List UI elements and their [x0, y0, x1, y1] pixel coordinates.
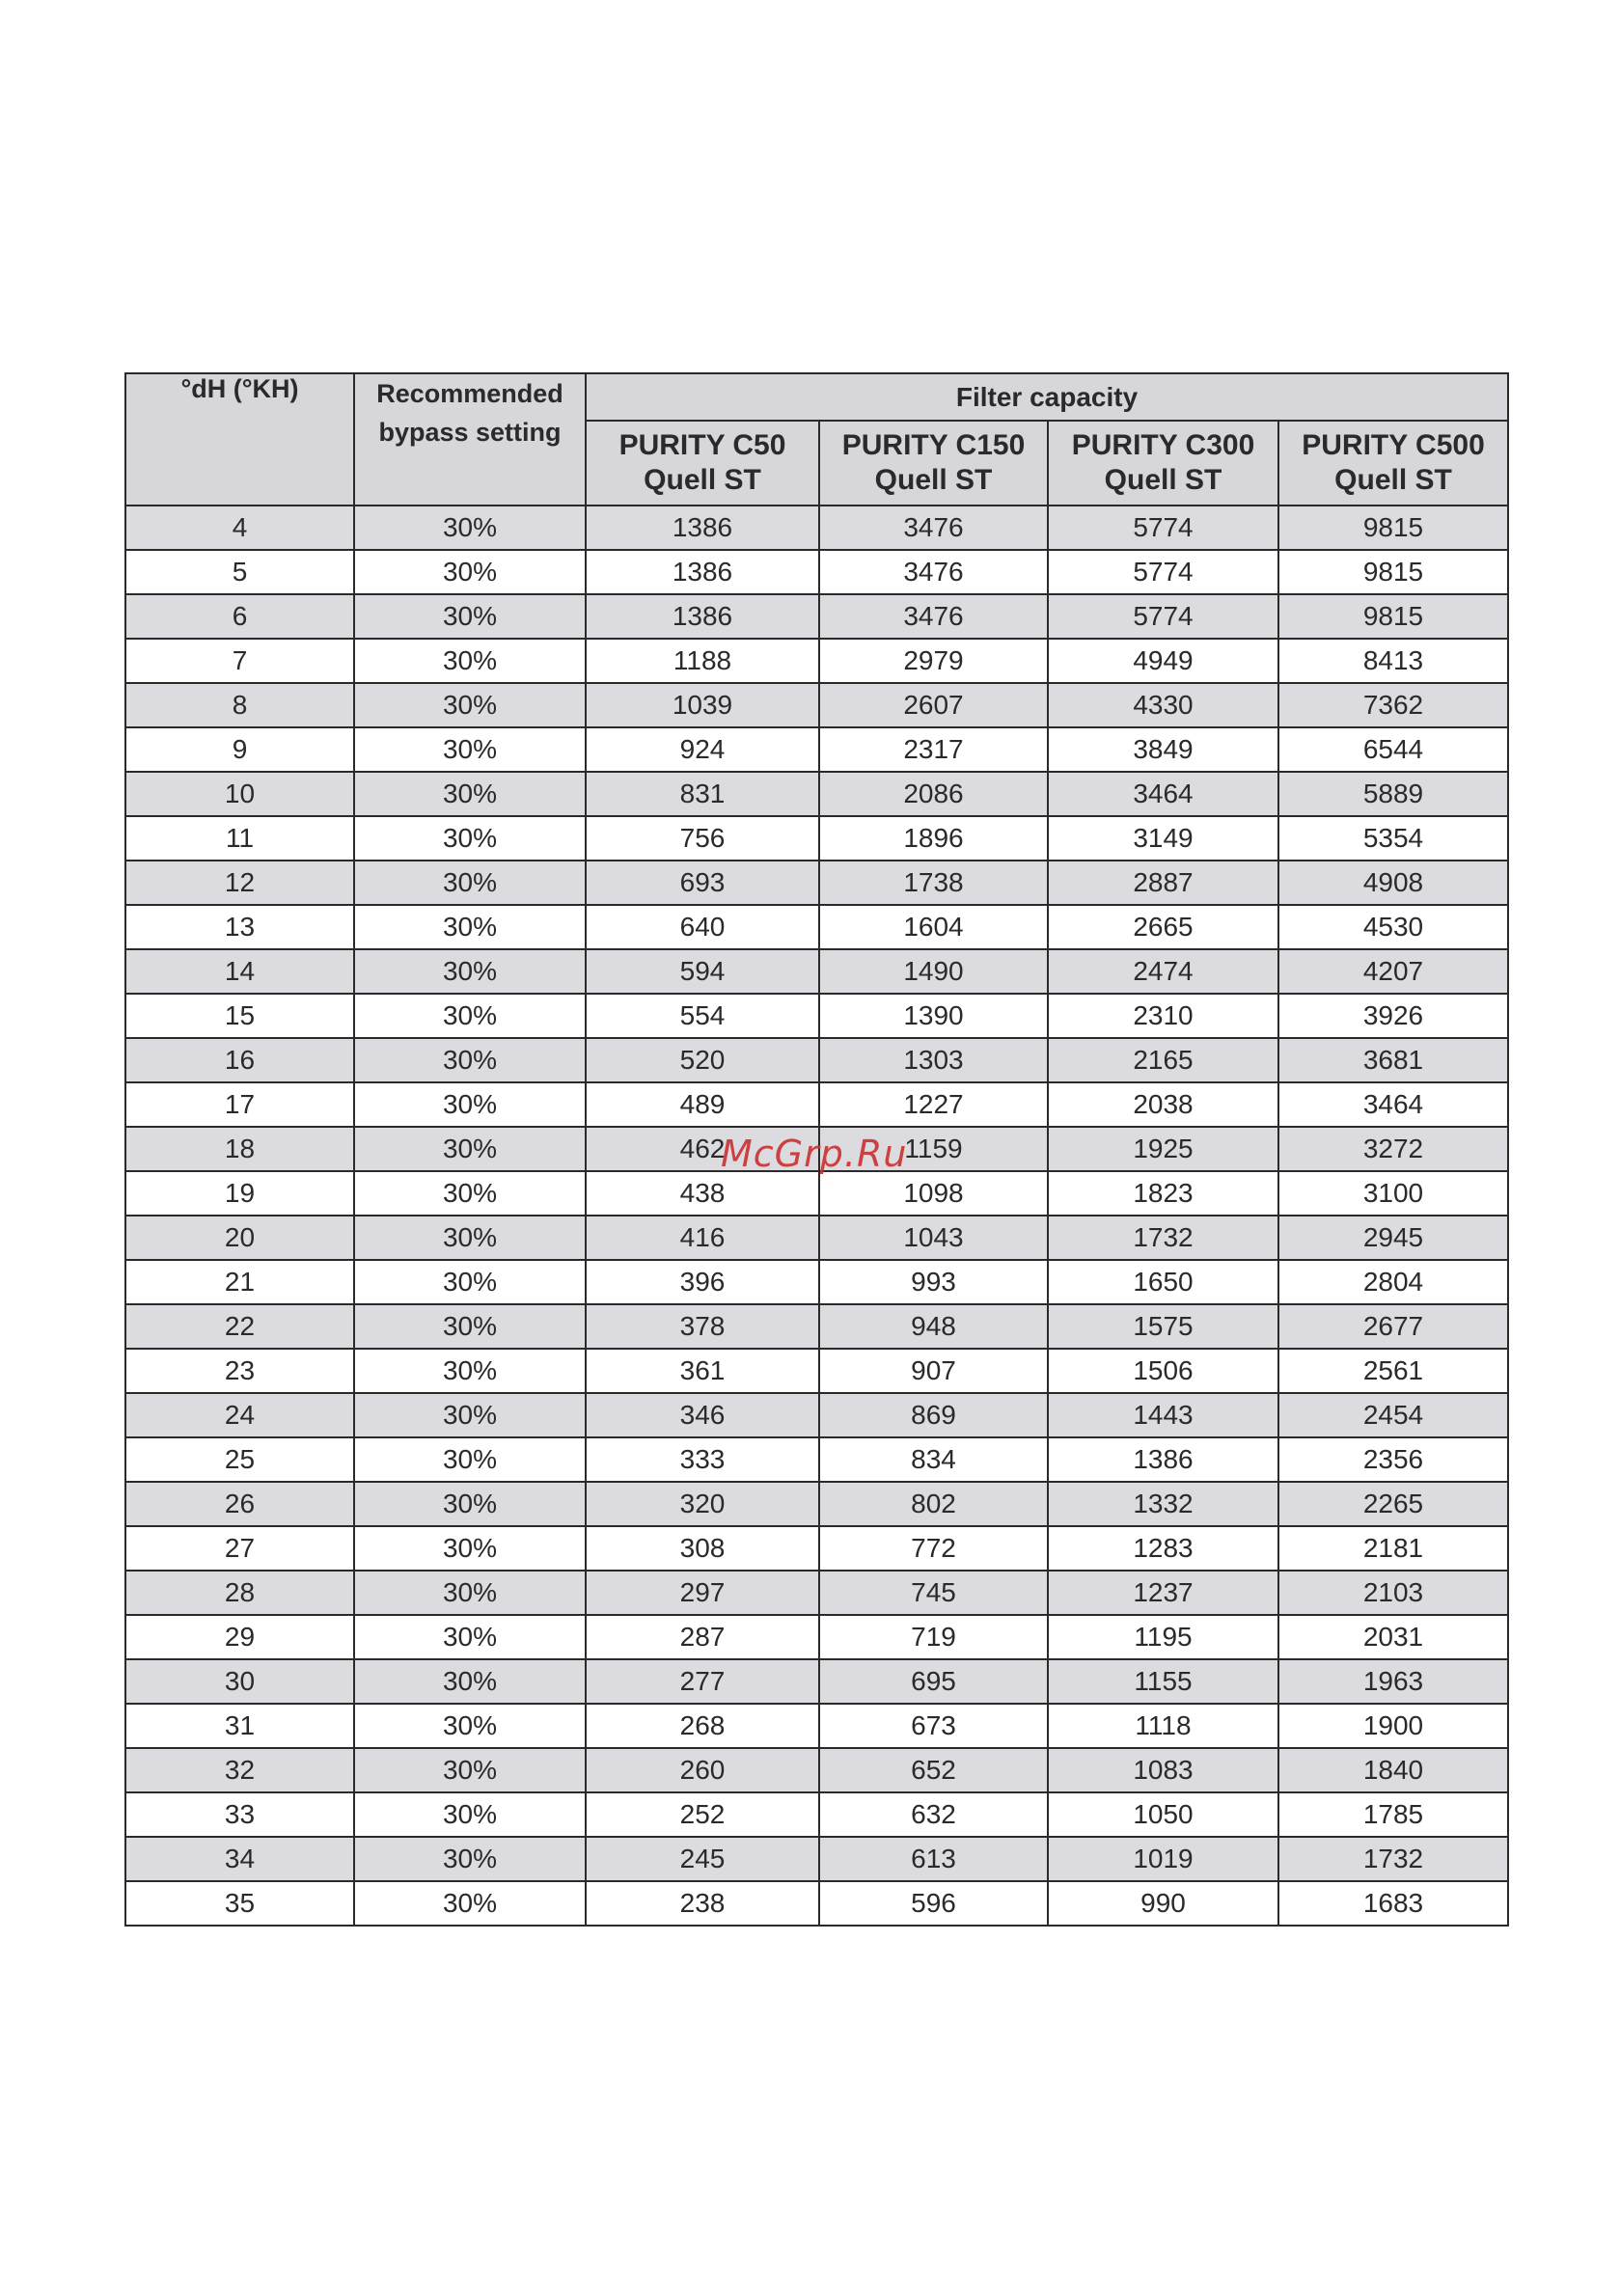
cell-dh: 17: [125, 1082, 354, 1127]
cell-bypass: 30%: [354, 1216, 586, 1260]
cell-c50: 268: [586, 1704, 819, 1748]
cell-c500: 2265: [1278, 1482, 1508, 1526]
cell-c150: 2086: [819, 772, 1048, 816]
cell-c50: 554: [586, 994, 819, 1038]
cell-c500: 1963: [1278, 1659, 1508, 1704]
cell-bypass: 30%: [354, 639, 586, 683]
cell-dh: 14: [125, 949, 354, 994]
cell-c300: 1118: [1048, 1704, 1278, 1748]
cell-bypass: 30%: [354, 1437, 586, 1482]
cell-c50: 238: [586, 1881, 819, 1926]
cell-c300: 4330: [1048, 683, 1278, 727]
cell-bypass: 30%: [354, 1482, 586, 1526]
cell-c300: 1283: [1048, 1526, 1278, 1571]
cell-c50: 245: [586, 1837, 819, 1881]
cell-c50: 416: [586, 1216, 819, 1260]
cell-c500: 1900: [1278, 1704, 1508, 1748]
table-row: [125, 639, 1508, 683]
cell-c300: 2474: [1048, 949, 1278, 994]
cell-bypass: 30%: [354, 1304, 586, 1349]
cell-c300: 2665: [1048, 905, 1278, 949]
cell-dh: 19: [125, 1171, 354, 1216]
cell-c500: 7362: [1278, 683, 1508, 727]
cell-bypass: 30%: [354, 816, 586, 861]
cell-bypass: 30%: [354, 727, 586, 772]
cell-dh: 22: [125, 1304, 354, 1349]
cell-dh: 23: [125, 1349, 354, 1393]
cell-bypass: 30%: [354, 861, 586, 905]
cell-bypass: 30%: [354, 1349, 586, 1393]
header-bypass-setting: Recommended bypass setting: [354, 373, 586, 506]
product-name: PURITY C50: [618, 429, 786, 461]
cell-dh: 21: [125, 1260, 354, 1304]
cell-c50: 333: [586, 1437, 819, 1482]
product-name: PURITY C150: [841, 429, 1026, 461]
cell-dh: 8: [125, 683, 354, 727]
cell-bypass: 30%: [354, 1393, 586, 1437]
cell-c300: 990: [1048, 1881, 1278, 1926]
cell-bypass: 30%: [354, 506, 586, 550]
product-variant: Quell ST: [1104, 464, 1222, 496]
cell-c50: 831: [586, 772, 819, 816]
cell-c300: 5774: [1048, 550, 1278, 594]
cell-bypass: 30%: [354, 905, 586, 949]
table-row: [125, 727, 1508, 772]
cell-c500: 5354: [1278, 816, 1508, 861]
cell-c300: 1650: [1048, 1260, 1278, 1304]
cell-c50: 924: [586, 727, 819, 772]
cell-bypass: 30%: [354, 1881, 586, 1926]
cell-bypass: 30%: [354, 1171, 586, 1216]
table-row: [125, 1260, 1508, 1304]
table-row: [125, 1482, 1508, 1526]
cell-c500: 2804: [1278, 1260, 1508, 1304]
product-variant: Quell ST: [874, 464, 993, 496]
cell-bypass: 30%: [354, 594, 586, 639]
table-row: [125, 594, 1508, 639]
cell-c300: 1195: [1048, 1615, 1278, 1659]
cell-bypass: 30%: [354, 1082, 586, 1127]
cell-c150: 613: [819, 1837, 1048, 1881]
cell-c50: 1386: [586, 594, 819, 639]
cell-c500: 4207: [1278, 949, 1508, 994]
cell-c300: 1575: [1048, 1304, 1278, 1349]
cell-c150: 3476: [819, 594, 1048, 639]
cell-c300: 1443: [1048, 1393, 1278, 1437]
cell-c500: 2454: [1278, 1393, 1508, 1437]
cell-c50: 1386: [586, 550, 819, 594]
cell-dh: 5: [125, 550, 354, 594]
table-row: [125, 1837, 1508, 1881]
cell-c500: 9815: [1278, 594, 1508, 639]
cell-c150: 907: [819, 1349, 1048, 1393]
cell-c500: 6544: [1278, 727, 1508, 772]
cell-dh: 32: [125, 1748, 354, 1792]
table-row: [125, 994, 1508, 1038]
cell-c150: 1159: [819, 1127, 1048, 1171]
cell-c300: 5774: [1048, 506, 1278, 550]
cell-c500: 3100: [1278, 1171, 1508, 1216]
cell-dh: 16: [125, 1038, 354, 1082]
cell-c50: 297: [586, 1571, 819, 1615]
cell-c150: 834: [819, 1437, 1048, 1482]
cell-c150: 2607: [819, 683, 1048, 727]
cell-bypass: 30%: [354, 683, 586, 727]
table-row: [125, 1881, 1508, 1926]
cell-dh: 24: [125, 1393, 354, 1437]
cell-c300: 1506: [1048, 1349, 1278, 1393]
cell-bypass: 30%: [354, 949, 586, 994]
cell-c50: 1039: [586, 683, 819, 727]
cell-c500: 8413: [1278, 639, 1508, 683]
cell-c500: 3926: [1278, 994, 1508, 1038]
cell-c150: 993: [819, 1260, 1048, 1304]
table-row: [125, 905, 1508, 949]
cell-c300: 1732: [1048, 1216, 1278, 1260]
cell-dh: 10: [125, 772, 354, 816]
cell-dh: 30: [125, 1659, 354, 1704]
cell-c50: 1188: [586, 639, 819, 683]
cell-c500: 3272: [1278, 1127, 1508, 1171]
cell-c50: 308: [586, 1526, 819, 1571]
cell-c150: 772: [819, 1526, 1048, 1571]
header-filter-capacity: Filter capacity: [586, 373, 1508, 421]
table-row: [125, 1526, 1508, 1571]
table-row: [125, 1393, 1508, 1437]
table-row: [125, 1304, 1508, 1349]
cell-c500: 2356: [1278, 1437, 1508, 1482]
cell-dh: 25: [125, 1437, 354, 1482]
cell-c300: 1925: [1048, 1127, 1278, 1171]
product-name: PURITY C300: [1071, 429, 1255, 461]
cell-c50: 756: [586, 816, 819, 861]
cell-c50: 346: [586, 1393, 819, 1437]
cell-c150: 1098: [819, 1171, 1048, 1216]
cell-c500: 3464: [1278, 1082, 1508, 1127]
cell-c150: 1604: [819, 905, 1048, 949]
cell-c150: 745: [819, 1571, 1048, 1615]
cell-c150: 802: [819, 1482, 1048, 1526]
table-row: [125, 1659, 1508, 1704]
cell-c500: 9815: [1278, 550, 1508, 594]
table-row: [125, 772, 1508, 816]
table-row: [125, 1171, 1508, 1216]
cell-c500: 2945: [1278, 1216, 1508, 1260]
cell-dh: 15: [125, 994, 354, 1038]
cell-c300: 3464: [1048, 772, 1278, 816]
cell-dh: 35: [125, 1881, 354, 1926]
cell-c50: 320: [586, 1482, 819, 1526]
cell-c300: 3849: [1048, 727, 1278, 772]
cell-c150: 1043: [819, 1216, 1048, 1260]
table-row: [125, 816, 1508, 861]
table-row: [125, 1571, 1508, 1615]
cell-c150: 632: [819, 1792, 1048, 1837]
cell-c50: 277: [586, 1659, 819, 1704]
cell-bypass: 30%: [354, 1571, 586, 1615]
header-product-c150: [819, 421, 1048, 506]
product-name: PURITY C500: [1302, 429, 1485, 461]
cell-dh: 20: [125, 1216, 354, 1260]
product-variant: Quell ST: [1334, 464, 1452, 496]
cell-c300: 1823: [1048, 1171, 1278, 1216]
cell-c300: 1386: [1048, 1437, 1278, 1482]
cell-c150: 1303: [819, 1038, 1048, 1082]
cell-dh: 34: [125, 1837, 354, 1881]
header-row-top: [125, 373, 1508, 421]
table-row: [125, 861, 1508, 905]
cell-dh: 13: [125, 905, 354, 949]
cell-bypass: 30%: [354, 1260, 586, 1304]
cell-dh: 18: [125, 1127, 354, 1171]
cell-bypass: 30%: [354, 1837, 586, 1881]
cell-c150: 1390: [819, 994, 1048, 1038]
cell-c150: 2317: [819, 727, 1048, 772]
cell-dh: 27: [125, 1526, 354, 1571]
cell-c150: 596: [819, 1881, 1048, 1926]
table-row: [125, 1038, 1508, 1082]
table-row: [125, 506, 1508, 550]
cell-c150: 695: [819, 1659, 1048, 1704]
cell-c50: 489: [586, 1082, 819, 1127]
cell-c500: 1683: [1278, 1881, 1508, 1926]
table-row: [125, 683, 1508, 727]
cell-dh: 6: [125, 594, 354, 639]
cell-c300: 1237: [1048, 1571, 1278, 1615]
cell-c150: 719: [819, 1615, 1048, 1659]
cell-c50: 1386: [586, 506, 819, 550]
cell-c50: 640: [586, 905, 819, 949]
cell-c300: 4949: [1048, 639, 1278, 683]
table-row: [125, 949, 1508, 994]
cell-c50: 438: [586, 1171, 819, 1216]
cell-dh: 33: [125, 1792, 354, 1837]
cell-c150: 1896: [819, 816, 1048, 861]
watermark-text: McGrp.Ru: [721, 1133, 908, 1175]
cell-c500: 5889: [1278, 772, 1508, 816]
cell-c300: 5774: [1048, 594, 1278, 639]
table-row: [125, 1349, 1508, 1393]
cell-c150: 869: [819, 1393, 1048, 1437]
header-product-c500: [1278, 421, 1508, 506]
cell-c50: 520: [586, 1038, 819, 1082]
cell-c500: 2031: [1278, 1615, 1508, 1659]
cell-bypass: 30%: [354, 1659, 586, 1704]
cell-c500: 1732: [1278, 1837, 1508, 1881]
cell-dh: 31: [125, 1704, 354, 1748]
table-row: [125, 1082, 1508, 1127]
cell-c150: 1227: [819, 1082, 1048, 1127]
cell-c300: 3149: [1048, 816, 1278, 861]
cell-c500: 3681: [1278, 1038, 1508, 1082]
cell-c500: 9815: [1278, 506, 1508, 550]
cell-c50: 594: [586, 949, 819, 994]
cell-c500: 4908: [1278, 861, 1508, 905]
cell-bypass: 30%: [354, 1615, 586, 1659]
header-product-c50: [586, 421, 819, 506]
cell-c150: 1738: [819, 861, 1048, 905]
cell-c300: 2310: [1048, 994, 1278, 1038]
header-product-c300: [1048, 421, 1278, 506]
cell-c50: 287: [586, 1615, 819, 1659]
cell-dh: 12: [125, 861, 354, 905]
cell-c150: 3476: [819, 506, 1048, 550]
table-row: [125, 1792, 1508, 1837]
cell-c50: 361: [586, 1349, 819, 1393]
table-row: [125, 1437, 1508, 1482]
table-row: [125, 1216, 1508, 1260]
header-dh: °dH (°KH): [125, 373, 354, 506]
cell-c50: 252: [586, 1792, 819, 1837]
cell-c300: 2038: [1048, 1082, 1278, 1127]
cell-c50: 462: [586, 1127, 819, 1171]
cell-c150: 948: [819, 1304, 1048, 1349]
table-row: [125, 1704, 1508, 1748]
cell-bypass: 30%: [354, 1526, 586, 1571]
cell-c150: 2979: [819, 639, 1048, 683]
cell-c50: 693: [586, 861, 819, 905]
cell-bypass: 30%: [354, 1704, 586, 1748]
cell-c300: 1050: [1048, 1792, 1278, 1837]
cell-bypass: 30%: [354, 550, 586, 594]
table-row: [125, 550, 1508, 594]
cell-c300: 1019: [1048, 1837, 1278, 1881]
cell-c150: 652: [819, 1748, 1048, 1792]
cell-c150: 1490: [819, 949, 1048, 994]
cell-c300: 2165: [1048, 1038, 1278, 1082]
cell-c300: 1155: [1048, 1659, 1278, 1704]
cell-c500: 2561: [1278, 1349, 1508, 1393]
cell-c300: 1332: [1048, 1482, 1278, 1526]
product-variant: Quell ST: [644, 464, 761, 496]
cell-dh: 11: [125, 816, 354, 861]
cell-dh: 7: [125, 639, 354, 683]
cell-c500: 2103: [1278, 1571, 1508, 1615]
table-row: [125, 1615, 1508, 1659]
cell-bypass: 30%: [354, 1038, 586, 1082]
cell-dh: 26: [125, 1482, 354, 1526]
cell-dh: 28: [125, 1571, 354, 1615]
cell-c500: 4530: [1278, 905, 1508, 949]
cell-c300: 1083: [1048, 1748, 1278, 1792]
cell-dh: 29: [125, 1615, 354, 1659]
cell-bypass: 30%: [354, 1127, 586, 1171]
cell-c50: 378: [586, 1304, 819, 1349]
cell-c500: 1840: [1278, 1748, 1508, 1792]
cell-bypass: 30%: [354, 1748, 586, 1792]
cell-c50: 260: [586, 1748, 819, 1792]
table-row: [125, 1748, 1508, 1792]
cell-bypass: 30%: [354, 994, 586, 1038]
cell-c500: 2677: [1278, 1304, 1508, 1349]
cell-c150: 673: [819, 1704, 1048, 1748]
cell-c500: 1785: [1278, 1792, 1508, 1837]
cell-bypass: 30%: [354, 772, 586, 816]
cell-c500: 2181: [1278, 1526, 1508, 1571]
table-body: [125, 506, 1508, 1926]
cell-c150: 3476: [819, 550, 1048, 594]
cell-bypass: 30%: [354, 1792, 586, 1837]
cell-c50: 396: [586, 1260, 819, 1304]
cell-dh: 4: [125, 506, 354, 550]
cell-c300: 2887: [1048, 861, 1278, 905]
cell-dh: 9: [125, 727, 354, 772]
